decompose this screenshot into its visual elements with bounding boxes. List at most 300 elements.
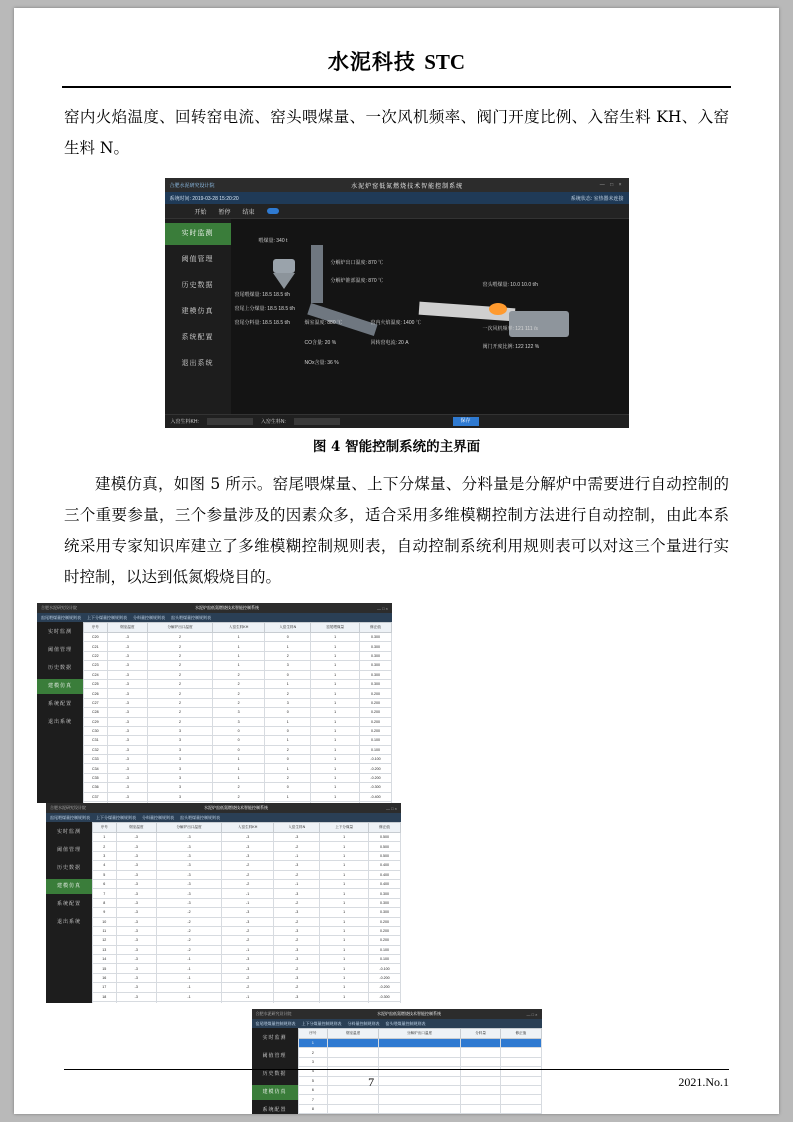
table-cell: 0.500 [368, 833, 400, 842]
table-row[interactable] [93, 983, 401, 992]
tab-kiln-tail-coal[interactable]: 窑尾喂煤量控制规则表 [50, 814, 90, 820]
table-cell [461, 1039, 501, 1048]
table-cell: C23 [84, 661, 108, 670]
table-cell: 1 [213, 642, 265, 651]
table-cell: 0.200 [368, 917, 400, 926]
sidebar-item-threshold[interactable]: 阈值管理 [181, 256, 214, 263]
table-cell: 2 [147, 633, 212, 642]
shot-a-body [37, 622, 392, 803]
table-row[interactable] [93, 945, 401, 954]
table-cell: 1 [320, 908, 369, 917]
table-cell: 3 [147, 792, 212, 801]
table-row[interactable] [93, 926, 401, 935]
sidebar-item-history[interactable]: 历史数据 [47, 665, 72, 671]
table-cell: 1 [320, 973, 369, 982]
smoke-chamber-temp-label: 烟室温度: 880 ℃ [304, 320, 343, 326]
table-cell: 1 [311, 651, 360, 660]
header-rule [62, 86, 731, 88]
table-cell: 2 [147, 642, 212, 651]
table-cell: -3 [107, 745, 147, 754]
table-cell: 0 [265, 755, 311, 764]
table-cell: -2 [156, 917, 221, 926]
journal-abbr: STC [424, 50, 466, 74]
tab-kiln-tail-coal[interactable]: 窑尾喂煤量控制规则表 [255, 1020, 296, 1026]
kiln-flame-temp-label: 窑内火焰温度: 1400 ℃ [370, 320, 421, 326]
table-cell: -2 [274, 842, 320, 851]
table-cell: 3 [147, 773, 212, 782]
table-cell: 1 [311, 698, 360, 707]
coal-total-label: 喂煤量: 340 t [258, 238, 288, 244]
table-row[interactable] [84, 717, 392, 726]
sidebar-item-threshold[interactable]: 阈值管理 [47, 647, 72, 653]
table-row[interactable] [84, 783, 392, 792]
table-cell: 13 [93, 945, 117, 954]
table-cell: 0 [265, 670, 311, 679]
table-cell [461, 1057, 501, 1066]
col-split: 分料量 [461, 1029, 501, 1039]
table-row[interactable] [84, 642, 392, 651]
hmi-app-title: 水泥炉窑低氮燃烧技术智能控制系统 [351, 183, 464, 190]
table-row[interactable] [93, 870, 401, 879]
start-button[interactable]: 开始 [194, 209, 207, 216]
table-row[interactable] [298, 1104, 541, 1113]
table-row[interactable] [93, 842, 401, 851]
table-cell: 1 [311, 670, 360, 679]
table-cell: C27 [84, 698, 108, 707]
shot-b-titlebar [46, 803, 401, 813]
table-row[interactable] [84, 736, 392, 745]
figure-4-caption: 图 4 智能控制系统的主界面 [312, 439, 481, 455]
table-cell: 0 [265, 783, 311, 792]
table-row[interactable] [93, 833, 401, 842]
tab-kiln-head-coal[interactable]: 窑头喂煤量控制规则表 [171, 614, 211, 620]
shot-a-grid[interactable] [83, 622, 392, 803]
table-cell: 3 [147, 736, 212, 745]
table-row[interactable] [93, 851, 401, 860]
hmi-titlebar [165, 178, 629, 192]
table-cell: 1 [320, 889, 369, 898]
shot-b-sidebar [46, 822, 92, 1003]
table-row[interactable] [93, 889, 401, 898]
table-cell: -1 [156, 983, 221, 992]
table-cell: 2 [147, 679, 212, 688]
raw-meal-n-input[interactable] [294, 418, 340, 425]
table-row[interactable] [298, 1048, 541, 1057]
table-header-row [84, 623, 392, 633]
table-cell: -3 [116, 992, 156, 1001]
table-cell: 2 [147, 708, 212, 717]
table-cell: 2 [213, 698, 265, 707]
table-cell: 1 [265, 736, 311, 745]
table-cell: 1 [93, 833, 117, 842]
sidebar-item-exit[interactable]: 退出系统 [181, 360, 214, 367]
decomposer-cone-temp-label: 分解炉锥部温度: 870 ℃ [330, 278, 384, 284]
table-cell: 12 [93, 936, 117, 945]
raw-meal-kh-input[interactable] [207, 418, 253, 425]
table-cell: 0 [213, 726, 265, 735]
shot-c-org: 合肥水泥研究设计院 [255, 1011, 292, 1016]
table-cell [501, 1057, 541, 1066]
table-cell: 4 [298, 1067, 328, 1076]
table-cell: -3 [107, 661, 147, 670]
table-cell: -3 [116, 973, 156, 982]
table-cell: 2 [147, 717, 212, 726]
table-cell: 3 [213, 708, 265, 717]
shot-c-title: 水泥炉窑低氮燃烧技术智能控制系统 [377, 1011, 441, 1016]
table-cell: C30 [84, 726, 108, 735]
table-cell: 0.200 [359, 717, 391, 726]
table-cell: C36 [84, 783, 108, 792]
table-cell: 1 [320, 851, 369, 860]
table-cell: -3 [156, 870, 221, 879]
table-row[interactable] [84, 764, 392, 773]
sidebar-item-modeling[interactable]: 建模仿真 [252, 1085, 298, 1100]
table-cell: -3 [107, 651, 147, 660]
table-cell: 3 [265, 661, 311, 670]
table-cell: -2 [222, 879, 274, 888]
table-cell: -3 [156, 833, 221, 842]
table-cell: -3 [156, 889, 221, 898]
table-cell: 0.400 [368, 861, 400, 870]
table-row[interactable] [84, 745, 392, 754]
table-cell: 2 [93, 842, 117, 851]
tab-split-amount[interactable]: 分料量控制规则表 [133, 614, 165, 620]
table-row[interactable] [84, 726, 392, 735]
tab-kiln-head-coal[interactable]: 窑头喂煤量控制规则表 [385, 1020, 426, 1026]
figure-5-screenshots [37, 603, 756, 1114]
shot-b-body [46, 822, 401, 1003]
table-row[interactable] [298, 1095, 541, 1104]
document-page [14, 8, 779, 1114]
paragraph-2: 建模仿真，如图 5 所示。窑尾喂煤量、上下分煤量、分料量是分解炉中需要进行自动控制的三个重要参量，三个参量涉及的因素众多，适合采用多维模糊控制方法进行自动控制，由此本系统采用专家知识库建立了多维模糊控制规则表，自动控制系统利用规则表可以对这三个量进行实时控制，以达到低氮煅烧目的。 [64, 475, 729, 586]
table-cell: 11 [93, 926, 117, 935]
table-cell [274, 1002, 320, 1003]
table-cell: -3 [107, 689, 147, 698]
shot-a-sidebar [37, 622, 83, 803]
table-cell: 1 [320, 898, 369, 907]
table-cell: 2 [213, 679, 265, 688]
table-cell: 5 [93, 870, 117, 879]
sidebar-item-realtime[interactable]: 实时监测 [56, 829, 81, 835]
table-row[interactable] [84, 670, 392, 679]
table-cell [378, 1057, 460, 1066]
table-cell: 1 [320, 842, 369, 851]
col-coal: 上下分煤量 [320, 823, 369, 833]
table-cell: 0.300 [359, 651, 391, 660]
table-cell: 1 [311, 679, 360, 688]
pause-button[interactable]: 暂停 [218, 209, 231, 216]
table-cell: 3 [147, 764, 212, 773]
hmi-system-time: 系统时间: 2019-03-28 15:20:20 [169, 195, 239, 202]
table-cell: -3 [116, 926, 156, 935]
table-cell: 2 [265, 689, 311, 698]
table-row[interactable] [93, 1002, 401, 1003]
table-cell: 3 [265, 698, 311, 707]
table-cell: -1 [156, 964, 221, 973]
tab-split-amount[interactable]: 分料量控制规则表 [142, 814, 174, 820]
table-cell: -3 [274, 833, 320, 842]
shot-a-window-controls[interactable]: — □ × [377, 605, 388, 611]
table-cell: -3 [156, 842, 221, 851]
sidebar-item-exit[interactable]: 退出系统 [56, 919, 81, 925]
co-content-label: CO含量: 20 % [304, 340, 337, 346]
figure-4-screenshot [165, 178, 629, 428]
table-cell: 1 [311, 773, 360, 782]
table-row[interactable] [93, 908, 401, 917]
shot-c-window-controls[interactable]: — □ × [526, 1011, 538, 1017]
table-cell: -2 [156, 908, 221, 917]
table-row[interactable] [84, 708, 392, 717]
sidebar-item-history[interactable]: 历史数据 [181, 282, 214, 289]
table-row[interactable] [93, 917, 401, 926]
table-cell: 1 [311, 717, 360, 726]
table-cell: 0.100 [368, 945, 400, 954]
col-correction: 修正值 [501, 1029, 541, 1039]
table-cell: -3 [107, 764, 147, 773]
table-cell: -0.100 [368, 964, 400, 973]
tab-upper-lower-coal[interactable]: 上下分煤量控制规则表 [301, 1020, 342, 1026]
table-cell [328, 1057, 379, 1066]
table-cell: -0.200 [359, 764, 391, 773]
table-row[interactable] [93, 964, 401, 973]
table-cell: -3 [274, 992, 320, 1001]
table-cell: -3 [107, 642, 147, 651]
table-cell: 0 [265, 633, 311, 642]
table-cell: 1 [265, 642, 311, 651]
col-coal: 窑尾喂煤量 [311, 623, 360, 633]
table-cell: 0.300 [359, 670, 391, 679]
table-cell: 0.500 [368, 851, 400, 860]
hmi-footer [165, 414, 629, 428]
tab-upper-lower-coal[interactable]: 上下分煤量控制规则表 [87, 614, 127, 620]
col-smoke-temp: 烟室温度 [116, 823, 156, 833]
sidebar-item-config[interactable]: 系统配置 [181, 334, 214, 341]
table-cell: -3 [222, 908, 274, 917]
table-cell: 3 [147, 783, 212, 792]
cooler-icon [509, 311, 569, 337]
hmi-body [165, 219, 629, 428]
table-cell: 1 [298, 1039, 328, 1048]
page-number: 7 [368, 1075, 375, 1089]
table-row[interactable] [93, 861, 401, 870]
table-row[interactable] [298, 1057, 541, 1066]
table-cell: 1 [320, 833, 369, 842]
table-row[interactable] [84, 792, 392, 801]
table-cell: 0 [265, 708, 311, 717]
table-row[interactable] [93, 898, 401, 907]
sidebar-item-threshold[interactable]: 阈值管理 [56, 847, 81, 853]
col-index: 序号 [298, 1029, 328, 1039]
shot-c-body [252, 1028, 542, 1114]
shot-b-grid[interactable] [92, 822, 401, 1003]
paragraph-1: 窑内火焰温度、回转窑电流、窑头喂煤量、一次风机频率、阀门开度比例、入窑生料 KH、入窑生料 N。 [64, 108, 729, 157]
table-cell: 0.100 [359, 745, 391, 754]
table-cell: -2 [222, 870, 274, 879]
table-cell: 10 [93, 917, 117, 926]
table-cell: 1 [265, 792, 311, 801]
table-cell: -3 [107, 670, 147, 679]
table-cell: 0.500 [368, 842, 400, 851]
table-cell: 1 [320, 964, 369, 973]
table-cell: 2 [147, 661, 212, 670]
table-row[interactable] [93, 879, 401, 888]
shot-a-title: 水泥炉窑低氮燃烧技术智能控制系统 [195, 605, 259, 610]
sidebar-item-config[interactable]: 系统配置 [262, 1107, 287, 1113]
tab-upper-lower-coal[interactable]: 上下分煤量控制规则表 [96, 814, 136, 820]
col-kh: 入窑生料KH [213, 623, 265, 633]
table-cell: -2 [222, 861, 274, 870]
sidebar-item-history[interactable]: 历史数据 [262, 1071, 287, 1077]
table-row[interactable] [93, 973, 401, 982]
raw-meal-kh-label: 入窑生料KH: [170, 419, 199, 425]
table-cell [461, 1104, 501, 1113]
table-cell: 3 [93, 851, 117, 860]
table-cell: 1 [213, 755, 265, 764]
table-row[interactable] [84, 755, 392, 764]
table-cell: -3 [107, 708, 147, 717]
table-cell [328, 1039, 379, 1048]
table-cell: 1 [320, 917, 369, 926]
table-cell: C25 [84, 679, 108, 688]
tab-kiln-tail-coal[interactable]: 窑尾喂煤量控制规则表 [41, 614, 81, 620]
table-row[interactable] [84, 651, 392, 660]
table-cell: C37 [84, 792, 108, 801]
table-cell: 2 [213, 783, 265, 792]
shot-b-window-controls[interactable]: — □ × [386, 805, 397, 811]
sidebar-item-realtime[interactable]: 实时监测 [262, 1035, 287, 1041]
table-cell: 7 [93, 889, 117, 898]
table-cell: 1 [311, 764, 360, 773]
table-row[interactable] [84, 633, 392, 642]
sidebar-item-modeling[interactable]: 建模仿真 [37, 679, 83, 694]
run-toggle[interactable] [267, 208, 279, 214]
end-button[interactable]: 结束 [242, 209, 255, 216]
table-cell [368, 1002, 400, 1003]
table-cell [328, 1095, 379, 1104]
hmi-statusbar [165, 192, 629, 204]
table-cell: C31 [84, 736, 108, 745]
hmi-sidebar [165, 219, 231, 428]
table-cell: 6 [298, 1085, 328, 1094]
table-row[interactable] [84, 679, 392, 688]
table-cell: -3 [116, 898, 156, 907]
kiln-tail-split-label: 窑尾分料量: 18.5 18.5 t/h [234, 320, 291, 326]
table-cell: -2 [222, 936, 274, 945]
table-cell: 2 [147, 651, 212, 660]
table-cell: -3 [274, 945, 320, 954]
table-cell: -3 [116, 889, 156, 898]
table-row[interactable] [93, 992, 401, 1001]
shot-c-grid[interactable] [298, 1028, 542, 1114]
table-cell [222, 1002, 274, 1003]
table-cell: 3 [213, 717, 265, 726]
table-cell: -0.300 [368, 992, 400, 1001]
shot-a-titlebar [37, 603, 392, 613]
table-cell: -3 [107, 633, 147, 642]
table-cell: 1 [311, 745, 360, 754]
save-button[interactable]: 保存 [453, 417, 479, 426]
figure-5b-screenshot [46, 803, 401, 1003]
table-cell: -2 [222, 973, 274, 982]
table-cell: C28 [84, 708, 108, 717]
window-controls[interactable]: — □ × [599, 182, 624, 188]
table-cell: 1 [311, 633, 360, 642]
shot-a-org: 合肥水泥研究设计院 [41, 605, 77, 610]
table-cell: -0.200 [368, 983, 400, 992]
table-cell: -1 [156, 973, 221, 982]
table-cell: -0.300 [359, 783, 391, 792]
table-row[interactable] [84, 773, 392, 782]
sidebar-item-config[interactable]: 系统配置 [47, 701, 72, 707]
table-row[interactable] [93, 955, 401, 964]
sidebar-item-threshold[interactable]: 阈值管理 [262, 1053, 287, 1059]
table-cell: 5 [298, 1076, 328, 1085]
hmi-org-label: 合肥水泥研究设计院 [169, 182, 215, 189]
table-cell: 1 [311, 726, 360, 735]
table-body-b [93, 833, 401, 1004]
sidebar-item-realtime[interactable]: 实时监测 [165, 223, 231, 245]
table-cell: C29 [84, 717, 108, 726]
shot-b-tabs [46, 813, 401, 822]
table-cell: -3 [116, 983, 156, 992]
table-cell: -1 [222, 992, 274, 1001]
table-row[interactable] [84, 661, 392, 670]
hmi-toolbar [165, 204, 629, 219]
table-cell: -3 [107, 792, 147, 801]
table-cell: 0.300 [368, 889, 400, 898]
table-cell: 1 [213, 661, 265, 670]
table-cell: 0 [213, 736, 265, 745]
sidebar-item-exit[interactable]: 退出系统 [47, 719, 72, 725]
table-cell: C33 [84, 755, 108, 764]
table-cell: -3 [274, 861, 320, 870]
sidebar-item-config[interactable]: 系统配置 [56, 901, 81, 907]
table-cell: 2 [147, 689, 212, 698]
table-cell: -0.200 [359, 773, 391, 782]
table-cell: C24 [84, 670, 108, 679]
sidebar-item-realtime[interactable]: 实时监测 [47, 629, 72, 635]
sidebar-item-modeling[interactable]: 建模仿真 [181, 308, 214, 315]
table-cell [116, 1002, 156, 1003]
table-row[interactable] [84, 689, 392, 698]
table-cell: 2 [298, 1048, 328, 1057]
table-cell: 3 [147, 726, 212, 735]
table-cell [378, 1095, 460, 1104]
table-row[interactable] [298, 1039, 541, 1048]
table-cell: -3 [116, 861, 156, 870]
table-cell: 0.200 [359, 698, 391, 707]
table-cell: -3 [116, 879, 156, 888]
tab-kiln-head-coal[interactable]: 窑头喂煤量控制规则表 [180, 814, 220, 820]
table-cell: 1 [265, 764, 311, 773]
sidebar-item-modeling[interactable]: 建模仿真 [46, 879, 92, 894]
table-cell [328, 1048, 379, 1057]
table-row[interactable] [93, 936, 401, 945]
table-cell [501, 1048, 541, 1057]
table-cell: -3 [222, 842, 274, 851]
sidebar-item-history[interactable]: 历史数据 [56, 865, 81, 871]
col-correction: 修正值 [368, 823, 400, 833]
table-row[interactable] [84, 698, 392, 707]
table-cell: 1 [311, 642, 360, 651]
table-cell: 0.200 [359, 726, 391, 735]
col-kh: 入窑生料KH [222, 823, 274, 833]
table-header-row [93, 823, 401, 833]
table-cell: 2 [147, 670, 212, 679]
table-cell: 8 [93, 898, 117, 907]
footer-rule [64, 1069, 729, 1070]
tab-split-amount[interactable]: 分料量控制规则表 [347, 1020, 380, 1026]
